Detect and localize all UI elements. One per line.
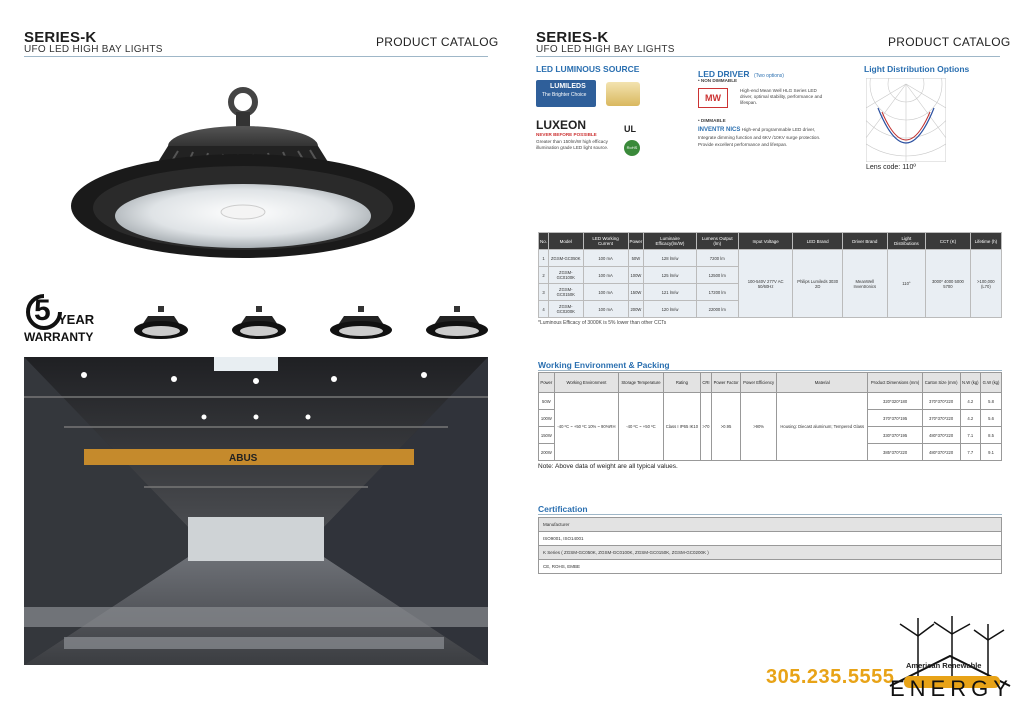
spec-cct-cell: 3000* 4000 5000 5700 (926, 250, 971, 318)
spec-cell: 12500 lm (696, 267, 738, 284)
spec-cell: 121 lm/w (644, 284, 696, 301)
lumileds-tagline: The Brighter Choice (542, 92, 587, 98)
env-material-cell: Housing: Diecast aluminum; Tempered Glass (777, 393, 868, 461)
env-cell: 100W (539, 410, 555, 427)
cert-table (538, 517, 1002, 574)
spec-lifetime-cell: >100,000 (L70) (970, 250, 1001, 318)
spec-cell: 7200 lm (696, 250, 738, 267)
env-cell: 8.5 (981, 427, 1002, 444)
right-subtitle: UFO LED HIGH BAY LIGHTS (536, 44, 675, 55)
light-variant-100w (232, 306, 286, 339)
spec-cell: 100 mA (583, 250, 628, 267)
cert-cell: CE, ROHS, EMBE (539, 560, 1002, 574)
env-rule (538, 370, 1002, 371)
spec-header-distribution: Light Distributions (887, 233, 925, 250)
light-variants-row (134, 306, 494, 342)
distribution-title: Light Distribution Options (864, 64, 970, 74)
right-header-rule (536, 56, 1000, 57)
cert-cell: K Series ( ZGSM-GC050K, ZGSM-GC0100K, ZGSM-GC0150K, ZGSM-GC0200K ) (539, 546, 1002, 560)
table-row (539, 532, 1002, 546)
table-row (539, 250, 1002, 267)
warranty-number: 5 (34, 294, 51, 327)
warehouse-photo (24, 357, 488, 665)
led-source-title: LED LUMINOUS SOURCE (536, 64, 640, 74)
env-header-gw: G.W (kg) (981, 373, 1002, 393)
spec-cell: ZGSM-GC050K (549, 250, 584, 267)
rohs-badge: RoHS (624, 140, 640, 156)
spec-header-led-brand: LED Brand (793, 233, 842, 250)
led-driver-title: LED DRIVER (698, 69, 750, 79)
cert-cell: Manufacturer (539, 518, 1002, 532)
non-dimmable-label: • NON DIMMABLE (698, 78, 738, 83)
table-row (539, 393, 1002, 410)
env-cell: 4.2 (960, 393, 981, 410)
env-cell: 5.8 (981, 393, 1002, 410)
env-cell: 9.1 (981, 444, 1002, 461)
warranty-label: WARRANTY (24, 330, 94, 344)
spec-cell: ZGSM-GC0200K (549, 301, 584, 318)
env-header-cri: CRI (701, 373, 712, 393)
env-note: Note: Above data of weight are all typical values. (538, 463, 678, 470)
spec-header-model: Model (549, 233, 584, 250)
env-header-pf: Power Factor (711, 373, 740, 393)
spec-header-current: LED Working Current (583, 233, 628, 250)
table-row (539, 560, 1002, 574)
spec-cell: 128 lm/w (644, 250, 696, 267)
spec-cell: 22000 lm (696, 301, 738, 318)
left-subtitle: UFO LED HIGH BAY LIGHTS (24, 44, 163, 55)
inventronics-description: High-end programmable LED driver, Integrate dimming function and 6KV /10KV surge protection. Provide excellent performance and lifespan. (698, 127, 821, 147)
light-variant-150w (330, 306, 392, 339)
env-rating-cell: Class I IP65 IK10 (663, 393, 700, 461)
luxeon-description: Greater than 150lm/W high efficacy illumination grade LED light source. (536, 139, 609, 150)
env-cell: 7.7 (960, 444, 981, 461)
spec-cell: 4 (539, 301, 549, 318)
meanwell-logo: MW (698, 88, 728, 108)
spec-cell: 150W (628, 284, 644, 301)
brand-bottom-text: ENERGY (890, 676, 1013, 701)
spec-voltage-cell: 100-540V 277V AC 50/60Hz (738, 250, 793, 318)
spec-led-brand-cell: Philips Lumileds 3030 2D (793, 250, 842, 318)
spec-cell: ZGSM-GC0150K (549, 284, 584, 301)
env-pf-cell: >0.95 (711, 393, 740, 461)
spec-table (538, 232, 1002, 318)
inventronics-block (698, 126, 830, 148)
env-cell: 200W (539, 444, 555, 461)
spec-cell: 120 lm/w (644, 301, 696, 318)
env-header-storage: Storage Temperature (619, 373, 664, 393)
env-cell: 4.2 (960, 410, 981, 427)
env-header-carton: Carton Size (mm) (922, 373, 960, 393)
env-cell: 370*370*195 (868, 410, 922, 427)
spec-cell: ZGSM-GC0100K (549, 267, 584, 284)
ufo-highbay-light-image (68, 86, 418, 266)
env-title: Working Environment & Packing (538, 360, 670, 370)
spec-cell: 100 mA (583, 267, 628, 284)
spec-header-lifetime: Lifetime (h) (970, 233, 1001, 250)
spec-cell: 100 mA (583, 284, 628, 301)
lens-code: Lens code: 110º (866, 164, 916, 171)
spec-cell: 200W (628, 301, 644, 318)
led-chip-image (606, 82, 640, 106)
left-header-rule (24, 56, 488, 57)
spec-header-voltage: Input Voltage (738, 233, 793, 250)
env-table (538, 372, 1002, 461)
spec-cell: 125 lm/w (644, 267, 696, 284)
right-catalog-label: PRODUCT CATALOG (888, 35, 1011, 49)
luxeon-tagline: NEVER BEFORE POSSIBLE (536, 132, 597, 137)
env-cell: 50W (539, 393, 555, 410)
dimmable-label: • DIMMABLE (698, 118, 726, 123)
spec-cell: 3 (539, 284, 549, 301)
cert-rule (538, 514, 1002, 515)
env-header-material: Material (777, 373, 868, 393)
left-catalog-label: PRODUCT CATALOG (376, 35, 499, 49)
light-variant-50w (134, 306, 188, 339)
env-efficiency-cell: >90% (741, 393, 777, 461)
env-cell: 320*320*180 (868, 393, 922, 410)
env-cell: 370*370*220 (922, 410, 960, 427)
spec-header-efficacy: Luminaire Efficacy(lm/W) (644, 233, 696, 250)
spec-cell: 100W (628, 267, 644, 284)
env-cell: 480*370*220 (922, 427, 960, 444)
spec-cell: 50W (628, 250, 644, 267)
env-table-header-row (539, 373, 1002, 393)
right-series-title: SERIES-K (536, 29, 609, 46)
cert-title: Certification (538, 504, 588, 514)
env-header-nw: N.W (kg) (960, 373, 981, 393)
luxeon-name: LUXEON (536, 118, 587, 132)
light-variant-200w (426, 306, 488, 339)
spec-cell: 1 (539, 250, 549, 267)
spec-driver-brand-cell: MeanWell Inventronics (842, 250, 887, 318)
table-row (539, 546, 1002, 560)
left-series-title: SERIES-K (24, 29, 97, 46)
crane-abus-text: ABUS (229, 453, 258, 464)
spec-header-driver-brand: Driver Brand (842, 233, 887, 250)
inventronics-name: INVENTR NICS (698, 127, 741, 133)
spec-cell: 2 (539, 267, 549, 284)
spec-header-cct: CCT (K) (926, 233, 971, 250)
spec-distribution-cell: 110° (887, 250, 925, 318)
lumileds-name: LUMILEDS (550, 83, 586, 90)
led-driver-options: (Two options) (753, 73, 784, 79)
env-cell: 7.1 (960, 427, 981, 444)
env-cell: 480*370*220 (922, 444, 960, 461)
env-cell: 5.6 (981, 410, 1002, 427)
spec-header-no: No. (539, 233, 549, 250)
spec-cell: 17200 lm (696, 284, 738, 301)
env-working-cell: -40 ºC ~ +50 ºC 10% ~ 90%RH (554, 393, 618, 461)
env-header-power: Power (539, 373, 555, 393)
meanwell-description: High-end Mean Well HLG Series LED driver, optimal stability, performance and lifespan. (740, 88, 823, 105)
warranty-badge (24, 292, 134, 346)
env-cell: 150W (539, 427, 555, 444)
env-cri-cell: >70 (701, 393, 712, 461)
ul-logo-icon: UL (624, 124, 636, 134)
env-cell: 385*370*220 (868, 444, 922, 461)
spec-cell: 100 mA (583, 301, 628, 318)
env-header-efficiency: Power Efficiency (741, 373, 777, 393)
brand-top-text: American Renewable (906, 661, 982, 670)
env-header-working: Working Environment (554, 373, 618, 393)
env-cell: 370*370*220 (922, 393, 960, 410)
spec-header-power: Power (628, 233, 644, 250)
env-header-dimensions: Product Dimensions (mm) (868, 373, 922, 393)
phone-number: 305.235.5555 (766, 666, 895, 688)
spec-header-lumens: Lumens Output (lm) (696, 233, 738, 250)
spec-table-header-row (539, 233, 1002, 250)
polar-distribution-diagram (866, 78, 946, 162)
table-row (539, 518, 1002, 532)
env-cell: 330*370*195 (868, 427, 922, 444)
cert-cell: ISO9001, ISO14001 (539, 532, 1002, 546)
spec-note: *Luminous Efficacy of 3000K is 5% lower than other CCTs (538, 320, 667, 326)
env-header-rating: Rating (663, 373, 700, 393)
env-storage-cell: -40 ºC ~ +50 ºC (619, 393, 664, 461)
lumileds-logo (536, 80, 596, 107)
warranty-year: YEAR (58, 312, 95, 327)
